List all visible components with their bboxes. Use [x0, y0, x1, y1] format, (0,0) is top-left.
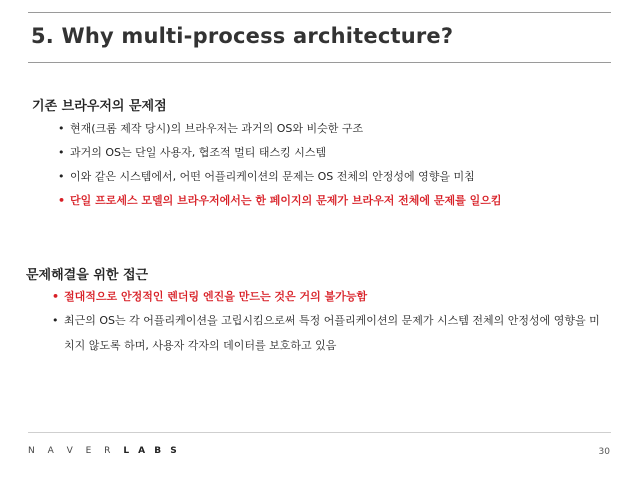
- list-item: • 절대적으로 안정적인 렌더링 엔진을 만드는 것은 거의 불가능함: [52, 290, 604, 303]
- slide-title: 5. Why multi-process architecture?: [31, 24, 454, 48]
- list-item: • 현재(크롬 제작 당시)의 브라우저는 과거의 OS와 비슷한 구조: [58, 122, 501, 135]
- logo-labs-text: L A B S: [123, 446, 180, 456]
- list-item: • 최근의 OS는 각 어플리케이션을 고립시킴으로써 특정 어플리케이션의 문제가 시스템 전체의 안정성에 영향을 미치지 않도록 하며, 사용자 각자의 데이터를 보호하고 있음: [52, 308, 604, 358]
- top-rule: [28, 12, 611, 13]
- section-heading-approach: 문제해결을 위한 접근: [26, 268, 149, 283]
- list-item: • 이와 같은 시스템에서, 어떤 어플리케이션의 문제는 OS 전체의 안정성에 영향을 미침: [58, 170, 501, 183]
- naver-labs-logo: [28, 446, 180, 456]
- page-number: 30: [598, 447, 610, 457]
- logo-naver-text: N A V E R: [28, 446, 116, 456]
- problems-list: [58, 122, 501, 218]
- list-item: • 단일 프로세스 모델의 브라우저에서는 한 페이지의 문제가 브라우저 전체에 문제를 일으킴: [58, 194, 501, 207]
- title-underline: [28, 62, 611, 63]
- footer-rule: [28, 432, 611, 433]
- section-heading-problems: 기존 브라우저의 문제점: [32, 99, 167, 114]
- list-item: • 과거의 OS는 단일 사용자, 협조적 멀티 태스킹 시스템: [58, 146, 501, 159]
- approach-list: [52, 290, 604, 369]
